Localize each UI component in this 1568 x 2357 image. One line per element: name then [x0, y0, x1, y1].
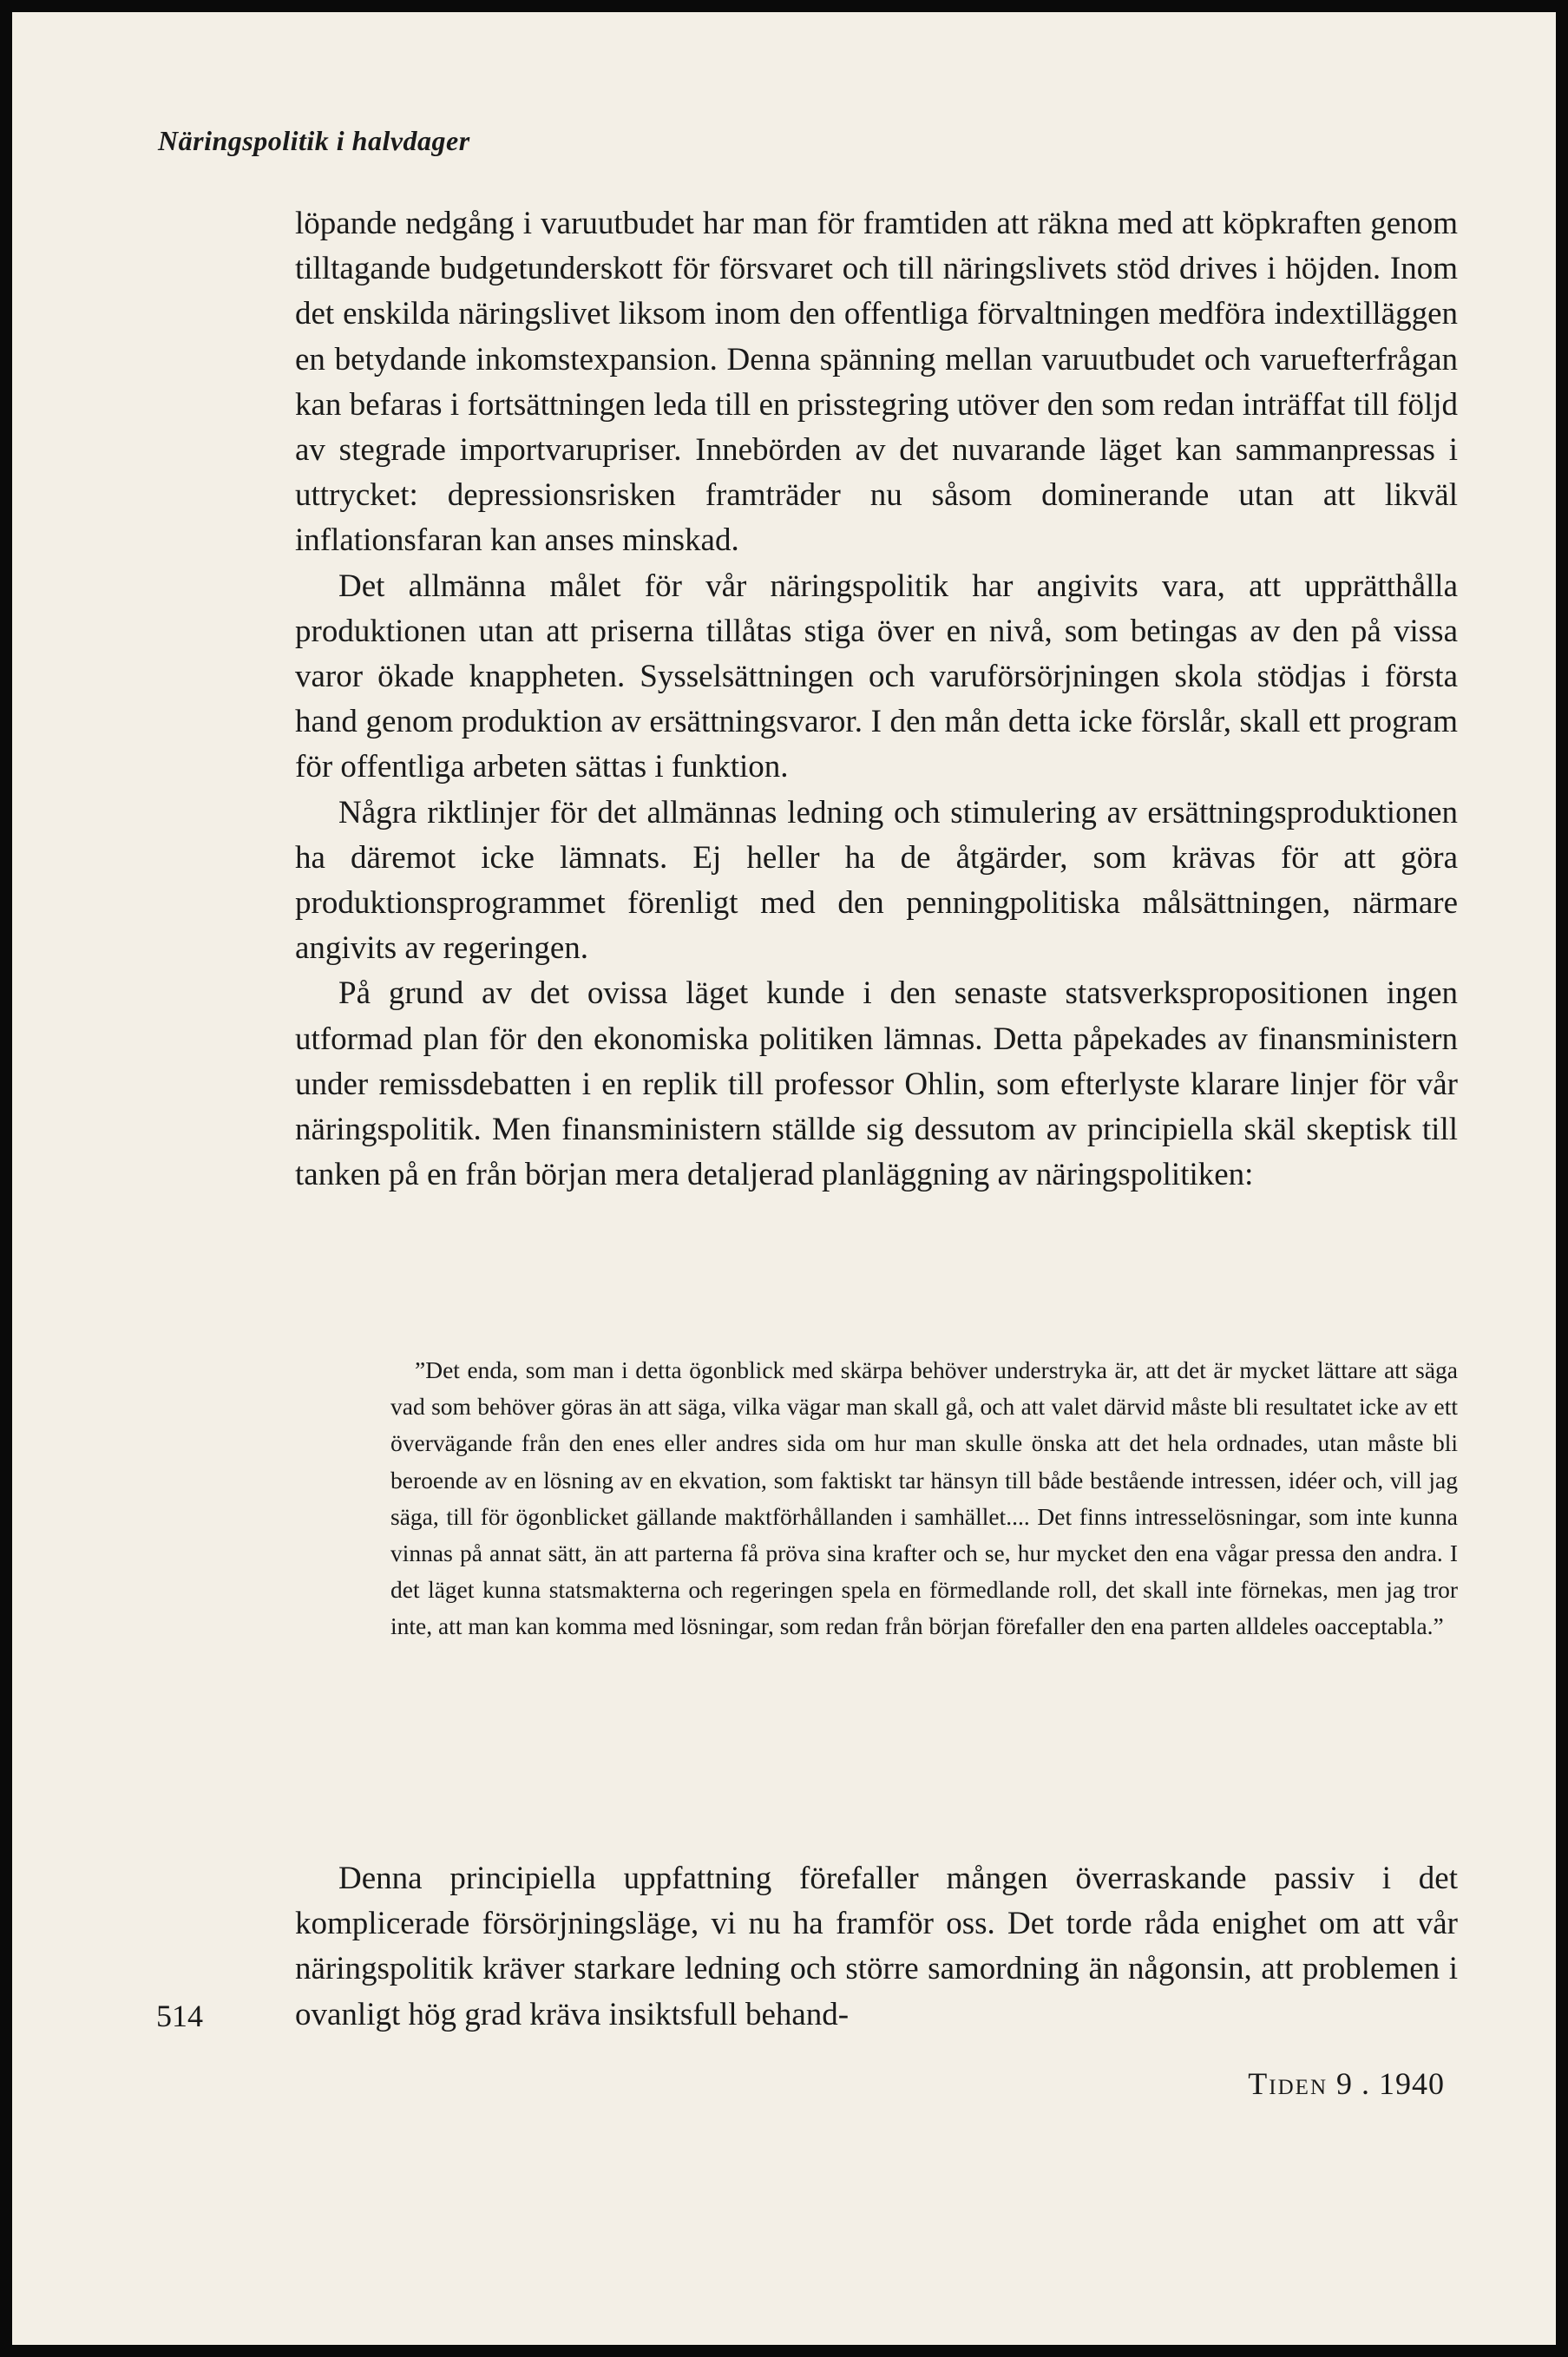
- journal-name: Tiden: [1248, 2066, 1328, 2101]
- document-page: [12, 12, 1556, 2345]
- paragraph: Det allmänna målet för vår näringspolitik har angivits vara, att upprätthålla produktionen utan att priserna tillåtas stiga över en nivå, som betingas av den på vissa varor ökade knappheten. Sysselsättningen och varuförsörjningen skola stödjas i första hand genom produktion av ersättningsvaror. I den mån detta icke förslår, skall ett program för offentliga arbeten sättas i funktion.: [295, 568, 1458, 785]
- paragraph: löpande nedgång i varuutbudet har man för framtiden att räkna med att köpkraften genom tilltagande budgetunderskott för försvaret och till näringslivets stöd drives i höjden. Inom det enskilda näringslivet liksom inom den offentliga förvaltningen medföra indextilläggen en betydande inkomstexpansion. Denna spänning mellan varuutbudet och varuefterfrågan kan befaras i fortsättningen leda till en prisstegring utöver den som redan inträffat till följd av stegrade importvarupriser. Innebörden av det nuvarande läget kan sammanpressas i uttrycket: depressionsrisken framträder nu såsom dominerande utan att likväl inflationsfaran kan anses minskad.: [295, 206, 1458, 559]
- paragraph: På grund av det ovissa läget kunde i den senaste statsverkspropositionen ingen utformad plan för den ekonomiska politiken lämnas. Detta påpekades av finansministern under remissdebatten i en replik till professor Ohlin, som efterlyste klarare linjer för vår näringspolitik. Men finansministern ställde sig dessutom av principiella skäl skeptisk till tanken på en från början mera detaljerad planläggning av näringspolitiken:: [295, 975, 1458, 1193]
- paragraph: Denna principiella uppfattning förefaller mången överraskande passiv i det komplicerade försörjningsläge, vi nu ha framför oss. Det torde råda enighet om att vår näringspolitik kräver starkare ledning och större samordning än någonsin, att problemen i ovanligt hög grad kräva insiktsfull behand-: [295, 1861, 1458, 2032]
- body-text-continued: [295, 1856, 1458, 2038]
- journal-footer: [1248, 2065, 1445, 2102]
- running-head: Näringspolitik i halvdager: [158, 125, 470, 156]
- page-number: 514: [156, 1999, 203, 2033]
- paragraph: Några riktlinjer för det allmännas ledning och stimulering av ersättningsproduktionen ha däremot icke lämnats. Ej heller ha de åtgärder, som krävas för att göra produktionsprogrammet förenligt med den penningpolitiska målsättningen, närmare angivits av regeringen.: [295, 794, 1458, 967]
- body-text: [295, 201, 1458, 1198]
- quote-text: ”Det enda, som man i detta ögonblick med skärpa behöver understryka är, att det är mycket lättare att säga vad som behöver göras än att säga, vilka vägar man skall gå, och att valet därvid måste bli resultatet icke av ett övervägande från den enes eller andres sida om hur man skulle önska att det hela ordnades, utan måste bli beroende av en lösning av en ekvation, som faktiskt tar hänsyn till både bestående intressen, idéer och, vill jag säga, till för ögonblicket gällande maktförhållanden i samhället.... Det finns intresselösningar, som inte kunna vinnas på annat sätt, än att parterna få pröva sina krafter och se, hur mycket den ena vågar pressa den andra. I det läget kunna statsmakterna och regeringen spela en förmedlande roll, det skall inte förnekas, men jag tror inte, att man kan komma med lösningar, som redan från början förefaller den ena parten alldeles oacceptabla.”: [390, 1356, 1458, 1640]
- block-quote: [390, 1352, 1458, 1645]
- journal-issue: 9 . 1940: [1336, 2066, 1445, 2101]
